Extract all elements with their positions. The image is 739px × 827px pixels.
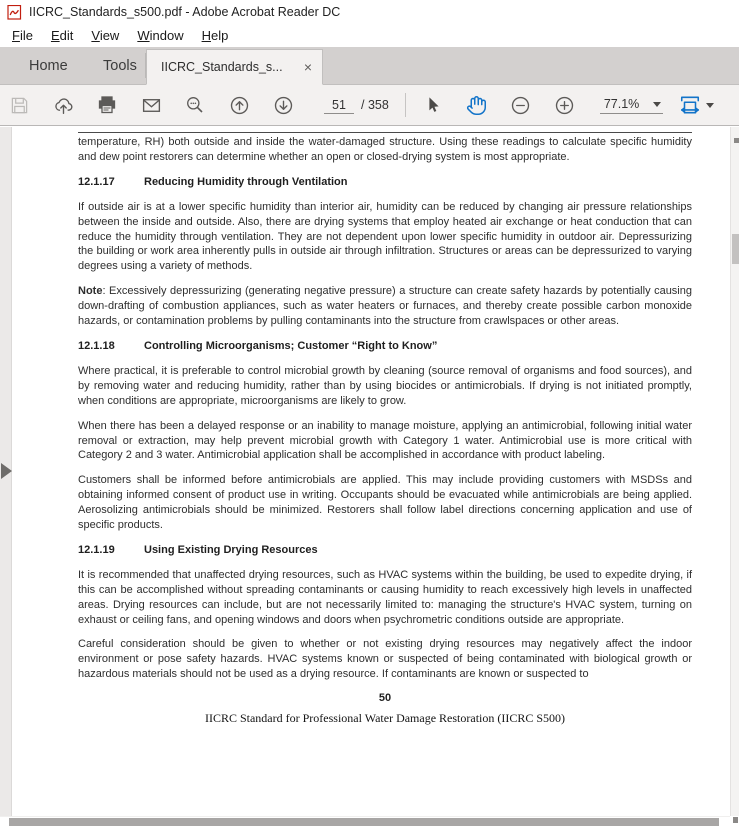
zoom-in-button[interactable] <box>554 94 576 116</box>
pdf-page <box>13 127 730 816</box>
toolbar-divider <box>405 93 406 117</box>
paragraph: When there has been a delayed response or an inability to manage moisture, applying an antimicrobial, following initial water removal or extraction, may help prevent microbial growth with Category 1 water. Antimicrobial use is more critical with Category 2 and 3 water. Antimicrobial application shall be accomplished in accordance with product labeling. <box>78 419 692 462</box>
search-button[interactable] <box>184 94 206 116</box>
tab-home[interactable]: Home <box>29 58 68 74</box>
page-footer: IICRC Standard for Professional Water Damage Restoration (IICRC S500) <box>204 711 566 726</box>
cloud-upload-button[interactable] <box>52 94 74 116</box>
document-viewport <box>0 127 739 827</box>
save-icon <box>10 96 29 115</box>
tab-bar <box>0 47 739 85</box>
page-up-icon <box>229 95 250 116</box>
window-title: IICRC_Standards_s500.pdf - Adobe Acrobat Reader DC <box>29 5 341 19</box>
menu-window[interactable]: Window <box>137 28 184 43</box>
toolbar <box>0 85 739 126</box>
hand-tool-icon <box>466 95 487 116</box>
menu-bar <box>0 24 739 47</box>
tab-close-icon[interactable]: × <box>303 59 312 75</box>
note-paragraph: Note: Excessively depressurizing (generating negative pressure) a structure can create safety hazards by potentially causing down-drafting of combustion appliances, such as water heaters or furnaces, and thereby create possible carbon monoxide hazards, or contamination problems by pulling contaminants into the structure from crawlspaces or other areas. <box>78 285 692 328</box>
paragraph: If outside air is at a lower specific humidity than interior air, humidity can be reduced by changing air pressure relationships between the inside and outside. Also, there are drying systems that employ heated air exchange or heat conduction that can reduce the humidity through ventilation. They are not dependent upon lower specific humidity in outdoor air. Depressurizing the building or work area inherently pulls in outside air through infiltration. Structures or areas can be depressurized to varying degrees using a variety of methods. <box>78 200 692 273</box>
zoom-level-dropdown[interactable] <box>600 96 663 114</box>
title-bar <box>0 0 739 24</box>
paragraph: It is recommended that unaffected drying resources, such as HVAC systems within the building, be used to expedite drying, if this can be accomplished without spreading contaminants or causing humidity to reach excessively high levels in unaffected areas. Drying resources can include, but are not necessarily limited to: managing the structure's HVAC system, turning on exhaust or ceiling fans, and opening windows and doors when psychrometric conditions outside are appropriate. <box>78 568 692 626</box>
paragraph: Customers shall be informed before antimicrobials are applied. This may include providing customers with MSDSs and obtaining informed consent of product use in writing. Occupants should be evacuated while antimicrobials are being applied. Aerosolizing antimicrobials should be minimized. Restorers shall follow label directions concerning application and use of specific products. <box>78 474 692 532</box>
tab-tools[interactable]: Tools <box>103 58 137 74</box>
cursor-arrow-icon <box>424 96 442 114</box>
pdf-file-icon <box>7 5 22 20</box>
section-heading-12-1-19: 12.1.19 Using Existing Drying Resources <box>78 543 318 556</box>
section-heading-12-1-17: 12.1.17 Reducing Humidity through Ventilation <box>78 175 348 188</box>
menu-file[interactable]: File <box>12 28 33 43</box>
zoom-out-icon <box>510 95 531 116</box>
previous-page-button[interactable] <box>228 94 250 116</box>
zoom-out-button[interactable] <box>510 94 532 116</box>
scrollbar-corner <box>733 817 738 823</box>
vertical-scrollbar[interactable] <box>730 127 739 816</box>
horizontal-scrollbar[interactable] <box>0 816 730 827</box>
cloud-upload-icon <box>53 95 74 116</box>
page-navigation <box>324 97 389 114</box>
paragraph: Careful consideration should be given to whether or not existing drying resources may negatively affect the indoor environment or pose safety hazards. HVAC systems known or suspected of being contaminated with biological growth or hazardous materials should not be used as a drying resource. If contaminants are known or suspected to <box>78 638 692 681</box>
navigation-pane-toggle-icon[interactable] <box>1 463 12 479</box>
chevron-down-icon <box>653 102 661 107</box>
page-number: 50 <box>378 692 392 705</box>
save-button[interactable] <box>8 94 30 116</box>
email-icon <box>141 95 162 116</box>
horizontal-scrollbar-thumb[interactable] <box>9 818 719 826</box>
next-page-button[interactable] <box>272 94 294 116</box>
paragraph: temperature, RH) both outside and inside the water-damaged structure. Using these readings to calculate specific humidity and dew point restorers can determine whether an open or closed-drying system is most appropriate. <box>78 136 692 163</box>
fit-width-icon <box>679 94 701 116</box>
section-heading-12-1-18: 12.1.18 Controlling Microorganisms; Customer “Right to Know” <box>78 339 438 352</box>
tab-document[interactable] <box>146 49 323 85</box>
vertical-scrollbar-mark <box>734 138 739 143</box>
page-content <box>78 132 692 726</box>
chevron-down-icon <box>706 103 714 108</box>
paragraph: Where practical, it is preferable to control microbial growth by cleaning (source removal of organisms and food sources), and by removing water and reducing humidity, rather than by using biocides or antimicrobials. If drying is not initiated promptly, when conditions are appropriate, microorganisms are likely to grow. <box>78 364 692 407</box>
zoom-in-icon <box>554 95 575 116</box>
vertical-scrollbar-thumb[interactable] <box>732 234 739 264</box>
page-top-rule <box>78 132 692 133</box>
tab-document-label: IICRC_Standards_s... <box>161 60 283 74</box>
zoom-level-value: 77.1% <box>603 97 640 111</box>
print-button[interactable] <box>96 94 118 116</box>
email-button[interactable] <box>140 94 162 116</box>
page-count-label: / 358 <box>361 97 389 112</box>
page-display-dropdown[interactable] <box>679 94 714 116</box>
search-icon <box>185 95 205 115</box>
menu-edit[interactable]: Edit <box>50 28 74 43</box>
page-number-input[interactable] <box>324 97 354 114</box>
select-tool-button[interactable] <box>422 94 444 116</box>
hand-tool-button[interactable] <box>466 94 488 116</box>
print-icon <box>97 95 117 115</box>
menu-help[interactable]: Help <box>201 28 229 43</box>
page-down-icon <box>273 95 294 116</box>
menu-view[interactable]: View <box>91 28 120 43</box>
